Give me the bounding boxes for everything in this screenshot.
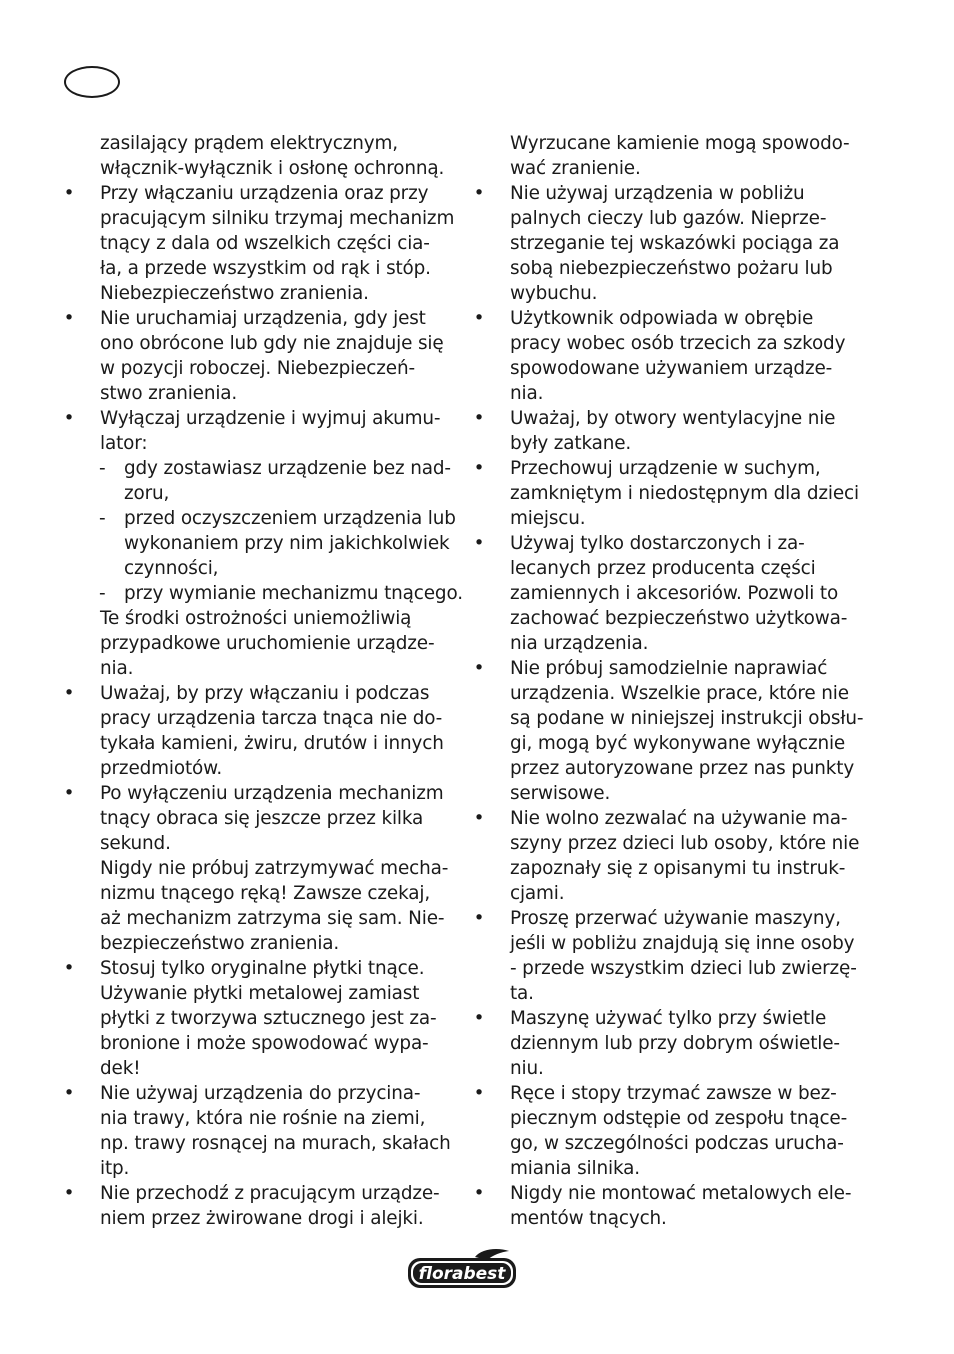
line-text: lator: bbox=[100, 433, 148, 454]
text-line bbox=[472, 756, 872, 781]
text-line bbox=[62, 1031, 462, 1056]
line-text: zamiennych i akcesoriów. Pozwoli to bbox=[510, 583, 839, 604]
bullet-marker: • bbox=[63, 183, 75, 204]
text-line bbox=[472, 956, 872, 981]
text-line bbox=[472, 831, 872, 856]
line-text: - przede wszystkim dzieci lub zwierzę- bbox=[510, 958, 857, 979]
line-text: przypadkowe uruchomienie urządze- bbox=[100, 633, 435, 654]
line-text: nizmu tnącego ręką! Zawsze czekaj, bbox=[100, 883, 431, 904]
line-text: ono obrócone lub gdy nie znajduje się bbox=[100, 333, 444, 354]
text-line bbox=[472, 1081, 872, 1106]
text-line bbox=[62, 881, 462, 906]
line-text: Ręce i stopy trzymać zawsze w bez- bbox=[510, 1083, 837, 1104]
text-line bbox=[62, 1156, 462, 1181]
text-line bbox=[472, 581, 872, 606]
line-text: sekund. bbox=[100, 833, 171, 854]
line-text: ta. bbox=[510, 983, 534, 1004]
line-text: spowodowane używaniem urządze- bbox=[510, 358, 833, 379]
line-text: Nie wolno zezwalać na używanie ma- bbox=[510, 808, 848, 829]
text-line bbox=[62, 931, 462, 956]
text-line bbox=[472, 731, 872, 756]
text-line bbox=[472, 481, 872, 506]
text-line bbox=[62, 181, 462, 206]
line-text: sobą niebezpieczeństwo pożaru lub bbox=[510, 258, 833, 279]
text-line bbox=[472, 556, 872, 581]
text-line bbox=[62, 506, 462, 531]
line-text: wykonaniem przy nim jakichkolwiek bbox=[124, 533, 450, 554]
line-text: Te środki ostrożności uniemożliwią bbox=[100, 608, 412, 629]
line-text: gi, mogą być wykonywane wyłącznie bbox=[510, 733, 846, 754]
text-line bbox=[62, 231, 462, 256]
florabest-logo bbox=[405, 1248, 519, 1290]
text-line bbox=[472, 1056, 872, 1081]
line-text: były zatkane. bbox=[510, 433, 632, 454]
text-line bbox=[472, 306, 872, 331]
text-line bbox=[62, 531, 462, 556]
text-line bbox=[472, 1131, 872, 1156]
line-text: Nie używaj urządzenia w pobliżu bbox=[510, 183, 805, 204]
text-line bbox=[472, 331, 872, 356]
line-text: wybuchu. bbox=[510, 283, 598, 304]
line-text: tykała kamieni, żwiru, drutów i innych bbox=[100, 733, 444, 754]
line-text: są podane w niniejszej instrukcji obsłu- bbox=[510, 708, 864, 729]
text-line bbox=[472, 656, 872, 681]
text-line bbox=[62, 481, 462, 506]
text-line bbox=[472, 681, 872, 706]
text-line bbox=[472, 156, 872, 181]
text-line bbox=[472, 856, 872, 881]
line-text: pracy wobec osób trzecich za szkody bbox=[510, 333, 846, 354]
text-line bbox=[62, 331, 462, 356]
line-text: serwisowe. bbox=[510, 783, 611, 804]
line-text: Nie używaj urządzenia do przycina- bbox=[100, 1083, 421, 1104]
line-text: zachować bezpieczeństwo użytkowa- bbox=[510, 608, 848, 629]
line-text: Nie uruchamiaj urządzenia, gdy jest bbox=[100, 308, 426, 329]
text-line bbox=[472, 381, 872, 406]
text-line bbox=[62, 306, 462, 331]
line-text: Proszę przerwać używanie maszyny, bbox=[510, 908, 841, 929]
bullet-marker: • bbox=[63, 783, 75, 804]
line-text: np. trawy rosnącej na murach, skałach bbox=[100, 1133, 451, 1154]
line-text: włącznik-wyłącznik i osłonę ochronną. bbox=[100, 158, 445, 179]
text-line bbox=[472, 931, 872, 956]
text-line bbox=[472, 881, 872, 906]
dash-marker: - bbox=[99, 508, 106, 529]
line-text: niu. bbox=[510, 1058, 544, 1079]
line-text: Uważaj, by przy włączaniu i podczas bbox=[100, 683, 430, 704]
text-line bbox=[62, 806, 462, 831]
bullet-marker: • bbox=[473, 908, 485, 929]
line-text: dziennym lub przy dobrym oświetle- bbox=[510, 1033, 840, 1054]
line-text: Nigdy nie montować metalowych ele- bbox=[510, 1183, 852, 1204]
text-line bbox=[472, 181, 872, 206]
line-text: bronione i może spowodować wypa- bbox=[100, 1033, 429, 1054]
line-text: przed oczyszczeniem urządzenia lub bbox=[124, 508, 456, 529]
text-line bbox=[62, 706, 462, 731]
text-line bbox=[472, 231, 872, 256]
bullet-marker: • bbox=[63, 308, 75, 329]
text-line bbox=[62, 956, 462, 981]
bullet-marker: • bbox=[63, 958, 75, 979]
bullet-marker: • bbox=[473, 1183, 485, 1204]
dash-marker: - bbox=[99, 458, 106, 479]
bullet-marker: • bbox=[473, 658, 485, 679]
line-text: piecznym odstępie od zespołu tnące- bbox=[510, 1108, 848, 1129]
language-badge bbox=[64, 66, 120, 98]
line-text: strzeganie tej wskazówki pociąga za bbox=[510, 233, 840, 254]
line-text: Używaj tylko dostarczonych i za- bbox=[510, 533, 805, 554]
text-line bbox=[472, 456, 872, 481]
text-line bbox=[62, 1206, 462, 1231]
line-text: zapoznały się z opisanymi tu instruk- bbox=[510, 858, 846, 879]
line-text: Uważaj, by otwory wentylacyjne nie bbox=[510, 408, 836, 429]
line-text: miania silnika. bbox=[510, 1158, 640, 1179]
line-text: stwo zranienia. bbox=[100, 383, 238, 404]
text-line bbox=[472, 406, 872, 431]
bullet-marker: • bbox=[473, 308, 485, 329]
text-line bbox=[62, 756, 462, 781]
line-text: Stosuj tylko oryginalne płytki tnące. bbox=[100, 958, 425, 979]
line-text: wać zranienie. bbox=[510, 158, 641, 179]
line-text: bezpieczeństwo zranienia. bbox=[100, 933, 340, 954]
text-line bbox=[472, 531, 872, 556]
text-line bbox=[472, 506, 872, 531]
text-line bbox=[472, 706, 872, 731]
line-text: Nie przechodź z pracującym urządze- bbox=[100, 1183, 440, 1204]
right-column bbox=[472, 131, 872, 1231]
text-line bbox=[472, 431, 872, 456]
bullet-marker: • bbox=[473, 183, 485, 204]
line-text: palnych cieczy lub gazów. Nieprze- bbox=[510, 208, 827, 229]
line-text: Nigdy nie próbuj zatrzymywać mecha- bbox=[100, 858, 449, 879]
bullet-marker: • bbox=[63, 683, 75, 704]
text-line bbox=[62, 456, 462, 481]
logo-text: florabest bbox=[418, 1264, 506, 1284]
line-text: nia. bbox=[100, 658, 134, 679]
text-line bbox=[62, 1056, 462, 1081]
line-text: Użytkownik odpowiada w obrębie bbox=[510, 308, 814, 329]
text-line bbox=[472, 906, 872, 931]
line-text: niem przez żwirowane drogi i alejki. bbox=[100, 1208, 424, 1229]
text-line bbox=[472, 1156, 872, 1181]
text-line bbox=[62, 856, 462, 881]
bullet-marker: • bbox=[63, 408, 75, 429]
text-line bbox=[62, 406, 462, 431]
text-line bbox=[62, 131, 462, 156]
line-text: nia trawy, która nie rośnie na ziemi, bbox=[100, 1108, 426, 1129]
text-line bbox=[62, 156, 462, 181]
text-line bbox=[62, 906, 462, 931]
text-line bbox=[62, 681, 462, 706]
text-line bbox=[472, 1106, 872, 1131]
line-text: urządzenia. Wszelkie prace, które nie bbox=[510, 683, 849, 704]
line-text: jeśli w pobliżu znajdują się inne osoby bbox=[510, 933, 855, 954]
text-line bbox=[62, 1081, 462, 1106]
line-text: pracującym silniku trzymaj mechanizm bbox=[100, 208, 455, 229]
text-line bbox=[62, 656, 462, 681]
text-line bbox=[472, 606, 872, 631]
line-text: go, w szczególności podczas urucha- bbox=[510, 1133, 844, 1154]
line-text: zoru, bbox=[124, 483, 170, 504]
line-text: Maszynę używać tylko przy świetle bbox=[510, 1008, 827, 1029]
bullet-marker: • bbox=[473, 1083, 485, 1104]
left-column bbox=[62, 131, 462, 1231]
text-line bbox=[62, 256, 462, 281]
text-line bbox=[62, 281, 462, 306]
line-text: zasilający prądem elektrycznym, bbox=[100, 133, 398, 154]
line-text: Nie próbuj samodzielnie naprawiać bbox=[510, 658, 828, 679]
text-line bbox=[472, 1031, 872, 1056]
dash-marker: - bbox=[99, 583, 106, 604]
line-text: aż mechanizm zatrzyma się sam. Nie- bbox=[100, 908, 445, 929]
text-line bbox=[472, 1006, 872, 1031]
text-line bbox=[62, 606, 462, 631]
text-line bbox=[62, 206, 462, 231]
line-text: szyny przez dzieci lub osoby, które nie bbox=[510, 833, 860, 854]
line-text: gdy zostawiasz urządzenie bez nad- bbox=[124, 458, 451, 479]
line-text: dek! bbox=[100, 1058, 141, 1079]
bullet-marker: • bbox=[473, 533, 485, 554]
line-text: miejscu. bbox=[510, 508, 586, 529]
line-text: tnący obraca się jeszcze przez kilka bbox=[100, 808, 424, 829]
text-line bbox=[472, 281, 872, 306]
text-line bbox=[62, 781, 462, 806]
text-line bbox=[472, 356, 872, 381]
text-line bbox=[62, 981, 462, 1006]
line-text: mentów tnących. bbox=[510, 1208, 667, 1229]
text-line bbox=[472, 131, 872, 156]
text-line bbox=[472, 256, 872, 281]
text-line bbox=[62, 1106, 462, 1131]
text-line bbox=[62, 1131, 462, 1156]
text-line bbox=[472, 206, 872, 231]
text-line bbox=[472, 1181, 872, 1206]
text-line bbox=[472, 1206, 872, 1231]
bullet-marker: • bbox=[473, 408, 485, 429]
line-text: Wyrzucane kamienie mogą spowodo- bbox=[510, 133, 850, 154]
line-text: ła, a przede wszystkim od rąk i stóp. bbox=[100, 258, 431, 279]
line-text: Przechowuj urządzenie w suchym, bbox=[510, 458, 821, 479]
bullet-marker: • bbox=[473, 808, 485, 829]
line-text: przy wymianie mechanizmu tnącego. bbox=[124, 583, 463, 604]
line-text: Używanie płytki metalowej zamiast bbox=[100, 983, 420, 1004]
line-text: tnący z dala od wszelkich części cia- bbox=[100, 233, 430, 254]
text-line bbox=[62, 381, 462, 406]
bullet-marker: • bbox=[473, 458, 485, 479]
line-text: płytki z tworzywa sztucznego jest za- bbox=[100, 1008, 437, 1029]
text-line bbox=[62, 431, 462, 456]
line-text: Wyłączaj urządzenie i wyjmuj akumu- bbox=[100, 408, 441, 429]
line-text: itp. bbox=[100, 1158, 130, 1179]
bullet-marker: • bbox=[473, 1008, 485, 1029]
text-line bbox=[472, 981, 872, 1006]
text-line bbox=[62, 356, 462, 381]
text-line bbox=[62, 1006, 462, 1031]
text-line bbox=[62, 731, 462, 756]
text-line bbox=[62, 556, 462, 581]
line-text: nia. bbox=[510, 383, 544, 404]
line-text: Przy włączaniu urządzenia oraz przy bbox=[100, 183, 429, 204]
line-text: czynności, bbox=[124, 558, 219, 579]
line-text: pracy urządzenia tarcza tnąca nie do- bbox=[100, 708, 443, 729]
line-text: Niebezpieczeństwo zranienia. bbox=[100, 283, 369, 304]
line-text: przez autoryzowane przez nas punkty bbox=[510, 758, 855, 779]
text-line bbox=[62, 1181, 462, 1206]
text-line bbox=[472, 781, 872, 806]
line-text: przedmiotów. bbox=[100, 758, 223, 779]
line-text: w pozycji roboczej. Niebezpieczeń- bbox=[100, 358, 415, 379]
line-text: zamkniętym i niedostępnym dla dzieci bbox=[510, 483, 859, 504]
bullet-marker: • bbox=[63, 1083, 75, 1104]
line-text: cjami. bbox=[510, 883, 565, 904]
line-text: nia urządzenia. bbox=[510, 633, 649, 654]
text-line bbox=[62, 631, 462, 656]
text-line bbox=[62, 831, 462, 856]
text-line bbox=[472, 806, 872, 831]
text-line bbox=[62, 581, 462, 606]
bullet-marker: • bbox=[63, 1183, 75, 1204]
line-text: lecanych przez producenta części bbox=[510, 558, 816, 579]
text-line bbox=[472, 631, 872, 656]
line-text: Po wyłączeniu urządzenia mechanizm bbox=[100, 783, 444, 804]
